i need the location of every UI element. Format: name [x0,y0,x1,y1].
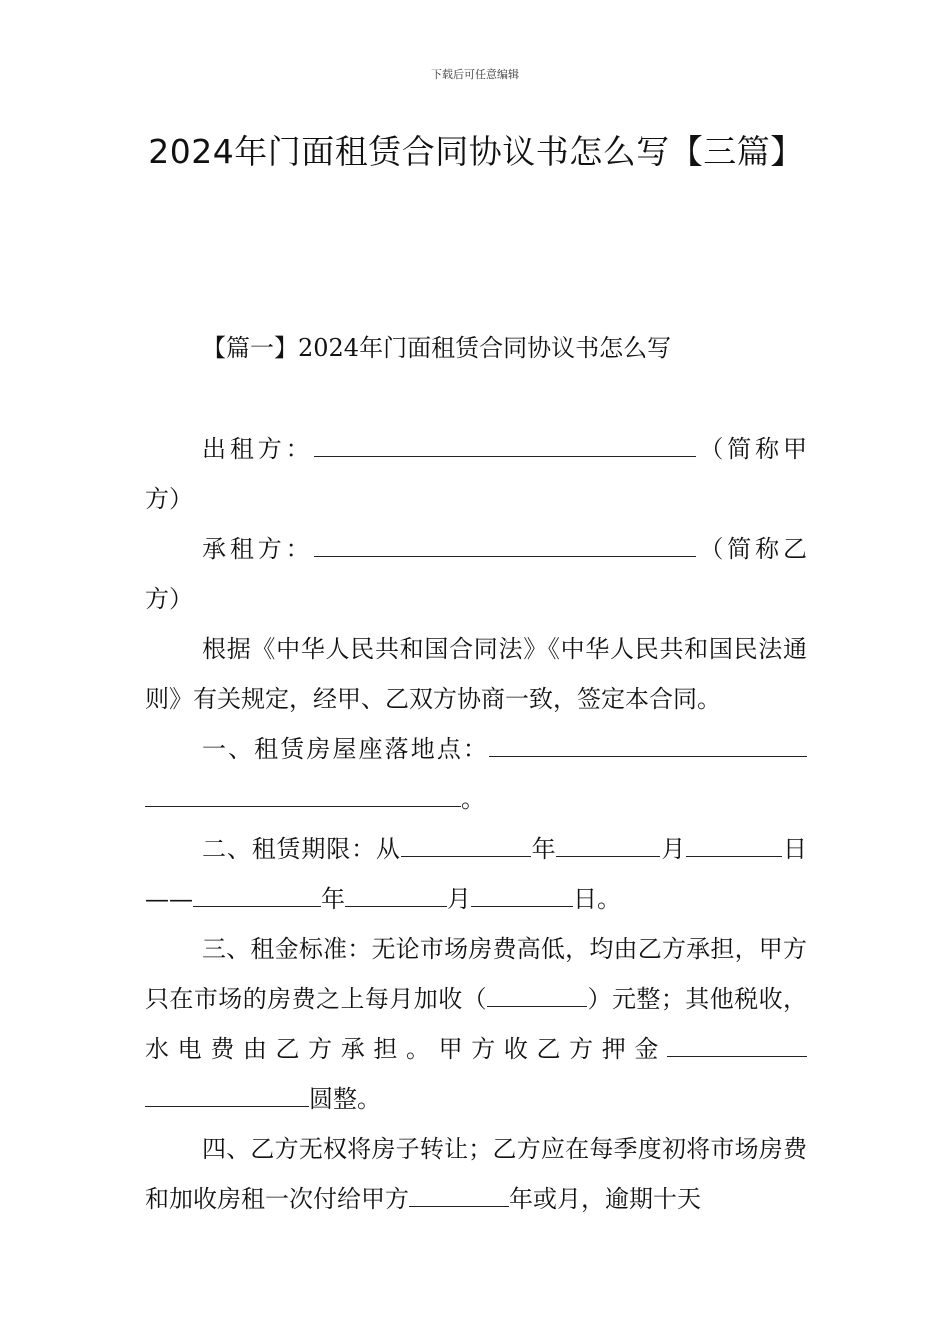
deposit-blank-1 [667,1028,807,1057]
lessor-suffix: （简称甲方） [145,435,807,513]
surcharge-blank [487,978,587,1007]
start-year-blank [401,828,531,857]
lessee-blank [314,528,696,557]
end-year-blank [193,878,321,907]
item-3-line3: 圆整。 [309,1085,381,1113]
item-2-end: 日。 [573,885,621,913]
lessor-line [145,424,807,524]
item-2-prefix: 二、租赁期限：从 [202,835,401,863]
item-3-line2: ）元整；其他税收，水电费由乙方承担。甲方收乙方押金 [145,985,808,1063]
item-1-end: 。 [461,785,485,813]
item-2 [145,824,807,924]
deposit-blank-2 [145,1078,309,1107]
year-label: 年 [530,835,557,863]
day-dash-label: 日—— [145,835,808,913]
item-4 [145,1124,807,1224]
item-1 [145,724,807,824]
month-label: 月 [660,835,687,863]
end-month-blank [345,878,447,907]
item-4-text: 四、乙方无权将房子转让；乙方应在每季度初将市场房费和加收房租一次付给甲方 [145,1135,807,1213]
section-title: 【篇一】2024年门面租赁合同协议书怎么写 [202,334,672,362]
location-blank-2 [145,778,461,807]
payment-blank [409,1178,509,1207]
basis-paragraph: 根据《中华人民共和国合同法》《中华人民共和国民法通则》有关规定，经甲、乙双方协商一致，签定本合同。 [145,635,807,713]
lessee-label: 承租方： [202,535,314,563]
end-month-label: 月 [447,885,471,913]
item-3-line1: 三、租金标准：无论市场房费高低，均由乙方承担，甲方只在市场的房费之上每月加收（ [145,935,807,1013]
start-month-blank [556,828,660,857]
start-day-blank [686,828,782,857]
lessee-suffix: （简称乙方） [145,535,807,613]
lessee-line [145,524,807,624]
lessor-blank [314,428,696,457]
location-blank-1 [489,728,807,757]
end-day-blank [471,878,573,907]
item-4-end: 年或月，逾期十天 [509,1185,701,1213]
document-body [145,424,807,1224]
end-year-label: 年 [321,885,345,913]
header-note: 下载后可任意编辑 [431,68,519,81]
item-1-text: 一、租赁房屋座落地点： [202,735,489,763]
lessor-label: 出租方： [202,435,314,463]
document-title: 2024年门面租赁合同协议书怎么写【三篇】 [148,132,804,171]
item-3 [145,924,807,1124]
